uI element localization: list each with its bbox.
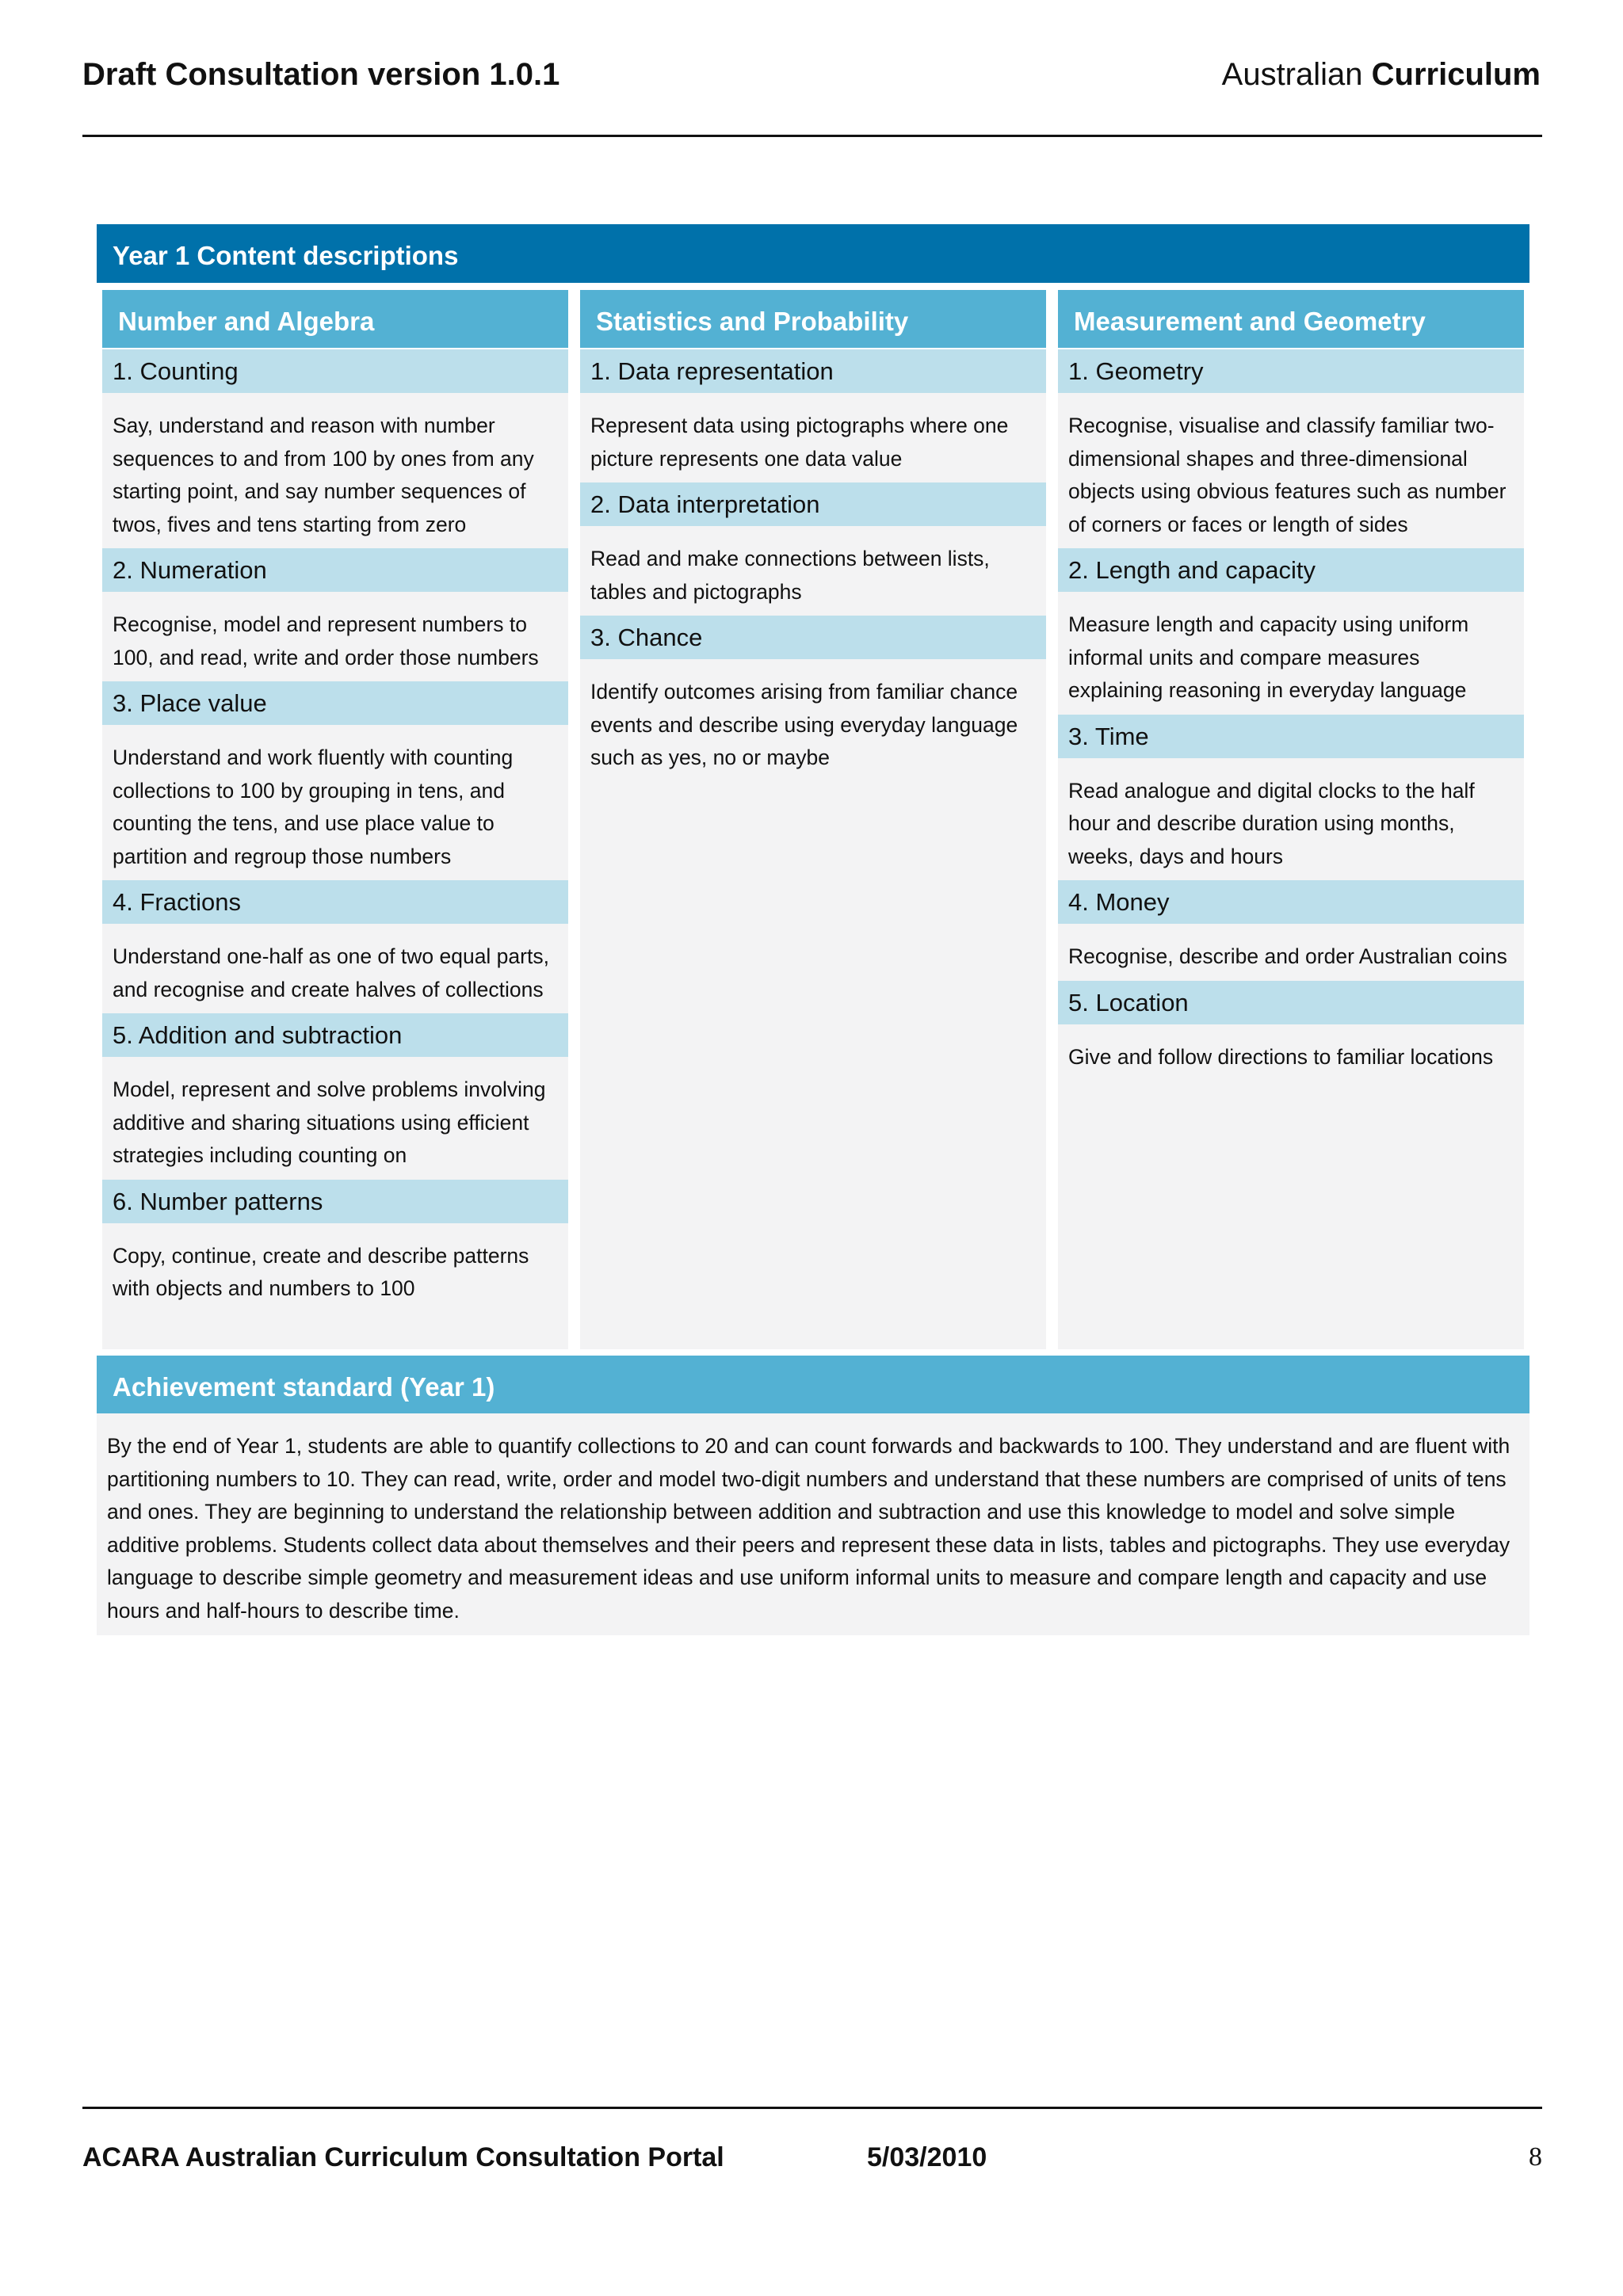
section-text: Recognise, visualise and classify familiar two-dimensional shapes and three-dimensional objects using obvious features such as number of corners or faces or length of sides	[1068, 414, 1507, 536]
achievement-standard-heading: Achievement standard (Year 1)	[97, 1356, 1529, 1413]
column-measurement-and-geometry	[1058, 290, 1524, 1349]
section-heading: 1. Geometry	[1058, 349, 1524, 393]
section-heading: 2. Length and capacity	[1058, 548, 1524, 592]
section-heading: 4. Money	[1058, 880, 1524, 924]
section-text: Model, represent and solve problems involving additive and sharing situations using efficient strategies including counting on	[113, 1077, 546, 1167]
footer-date: 5/03/2010	[867, 2142, 987, 2172]
section-heading: 2. Data interpretation	[580, 482, 1046, 526]
section-text: Understand one-half as one of two equal parts, and recognise and create halves of collections	[113, 944, 549, 1001]
column-heading: Statistics and Probability	[580, 290, 1046, 348]
page-number: 8	[1529, 2142, 1542, 2172]
section-text: Understand and work fluently with counting collections to 100 by grouping in tens, and counting the tens, and use place value to partition and regroup those numbers	[113, 746, 514, 868]
column-heading: Number and Algebra	[102, 290, 568, 348]
column-body	[1058, 349, 1524, 1349]
strand-columns	[97, 290, 1529, 1349]
section-heading: 3. Time	[1058, 715, 1524, 758]
brand-name	[1222, 57, 1541, 93]
footer-rule	[82, 2107, 1542, 2109]
section-text: Give and follow directions to familiar locations	[1068, 1044, 1494, 1069]
section-heading: 4. Fractions	[102, 880, 568, 924]
document-title: Draft Consultation version 1.0.1	[82, 57, 560, 92]
brand-name-plain: Australian	[1221, 57, 1363, 92]
section-heading: 1. Data representation	[580, 349, 1046, 393]
section-text: Read analogue and digital clocks to the half hour and describe duration using months, weeks, days and hours	[1068, 778, 1475, 868]
section-text: Copy, continue, create and describe patterns with objects and numbers to 100	[113, 1243, 529, 1300]
section-text: Represent data using pictographs where one picture represents one data value	[590, 414, 1009, 471]
section-heading: 1. Counting	[102, 349, 568, 393]
section-text: Identify outcomes arising from familiar chance events and describe using everyday language such as yes, no or maybe	[590, 680, 1018, 769]
section-text: Recognise, describe and order Australian coins	[1068, 944, 1507, 968]
section-heading: 6. Number patterns	[102, 1180, 568, 1223]
section-text: Say, understand and reason with number sequences to and from 100 by ones from any starting point, and say number sequences of twos, fives and tens starting from zero	[113, 414, 534, 536]
footer-portal-name: ACARA Australian Curriculum Consultation Portal	[82, 2142, 724, 2172]
section-heading: 5. Addition and subtraction	[102, 1013, 568, 1057]
brand-name-bold: Curriculum	[1371, 57, 1541, 92]
header-rule	[82, 135, 1542, 137]
content-table	[97, 224, 1529, 1635]
section-heading: 3. Place value	[102, 681, 568, 725]
column-heading: Measurement and Geometry	[1058, 290, 1524, 348]
column-body	[580, 349, 1046, 1349]
column-body	[102, 349, 568, 1349]
table-title: Year 1 Content descriptions	[97, 224, 1529, 283]
section-heading: 5. Location	[1058, 981, 1524, 1024]
section-heading: 2. Numeration	[102, 548, 568, 592]
section-heading: 3. Chance	[580, 616, 1046, 659]
section-text: Recognise, model and represent numbers to 100, and read, write and order those numbers	[113, 612, 539, 669]
column-number-and-algebra	[102, 290, 568, 1349]
section-text: Read and make connections between lists, tables and pictographs	[590, 547, 990, 604]
section-text: Measure length and capacity using uniform informal units and compare measures explaining reasoning in everyday language	[1068, 612, 1469, 702]
column-statistics-and-probability	[580, 290, 1046, 1349]
achievement-standard-text: By the end of Year 1, students are able to quantify collections to 20 and can count forwards and backwards to 100. They understand and are fluent with partitioning numbers to 10. They can read, write, order and model two-digit numbers and understand that these numbers are comprised of units of tens and ones. They are beginning to understand the relationship between addition and subtraction and use this knowledge to model and solve simple additive problems. Students collect data about themselves and their peers and represent these data in lists, tables and pictographs. They use everyday language to describe simple geometry and measurement ideas and use uniform informal units to measure and compare length and capacity and use hours and half-hours to describe time.	[97, 1413, 1529, 1635]
